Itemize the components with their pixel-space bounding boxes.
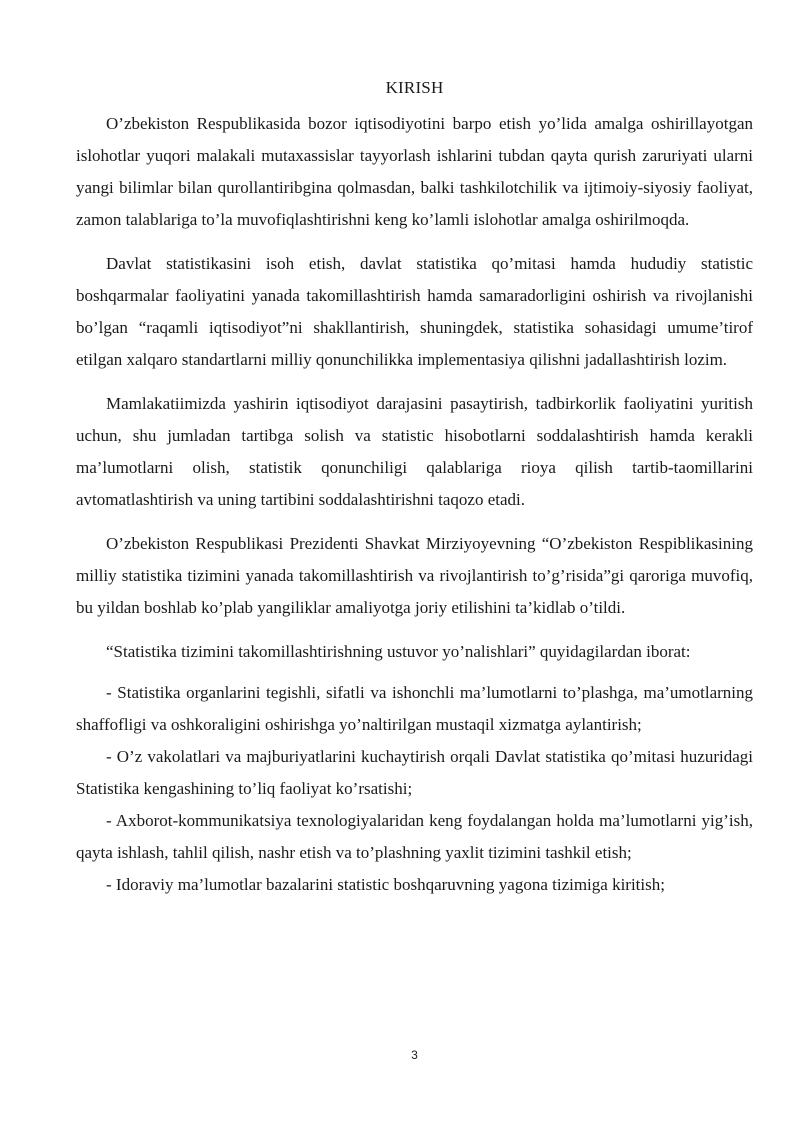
page-number: 3 — [411, 1048, 418, 1062]
paragraph-intro: O’zbekiston Respublikasida bozor iqtisodiyotini barpo etish yo’lida amalga oshirillayotgan islohotlar yuqori malakali mutaxassislar tayyorlash ishlarini tubdan qayta qurish zaruriyati ularni yangi bilimlar bilan qurollantiribgina qolmasdan, balki tashkilotchilik va ijtimoiy-siyosiy faoliyat, zamon talablariga to’la muvofiqlashtirishni keng ko’lamli islohotlar amalga oshirilmoqda. — [76, 114, 753, 229]
paragraph-state-statistics: Davlat statistikasini isoh etish, davlat statistika qo’mitasi hamda hududiy statistic boshqarmalar faoliyatini yanada takomillashtirish hamda samaradorligini oshirish va rivojlanishi bo’lgan “raqamli iqtisodiyot”ni shakllantirish, shuningdek, statistika sohasidagi umume’tirof etilgan xalqaro standartlarni milliy qonunchilikka implementasiya qilishni jadallashtirish lozim. — [76, 254, 753, 369]
list-item: - Idoraviy ma’lumotlar bazalarini statistic boshqaruvning yagona tizimiga kiritish; — [106, 875, 665, 894]
paragraph-presidential-decree: O’zbekiston Respublikasi Prezidenti Shavkat Mirziyoyevning “O’zbekiston Respiblikasining milliy statistika tizimini yanada takomillashtirish va rivojlantirish to’g’risida”gi qaroriga muvofiq, bu yildan boshlab ko’plab yangiliklar amaliyotga joriy etilishini ta’kidlab o’tildi. — [76, 534, 753, 617]
section-title: KIRISH — [385, 78, 444, 97]
paragraph-hidden-economy: Mamlakatiimizda yashirin iqtisodiyot darajasini pasaytirish, tadbirkorlik faoliyatini yuritish uchun, shu jumladan tartibga solish va statistic hisobotlarni soddalashtirish hamda kerakli ma’lumotlarni olish, statistik qonunchiligi qalablariga rioya qilish tartib-taomillarini avtomatlashtirish va uning tartibini soddalashtirishni taqozo etadi. — [76, 394, 753, 509]
document-body — [76, 108, 753, 901]
paragraph-priority-directions: “Statistika tizimini takomillashtirishning ustuvor yo’nalishlari” quyidagilardan iborat: — [106, 642, 691, 661]
list-item: - O’z vakolatlari va majburiyatlarini kuchaytirish orqali Davlat statistika qo’mitasi huzuridagi Statistika kengashining to’liq faoliyat ko’rsatishi; — [76, 747, 753, 798]
list-item: - Axborot-kommunikatsiya texnologiyalaridan keng foydalangan holda ma’lumotlarni yig’ish, qayta ishlash, tahlil qilish, nashr etish va to’plashning yaxlit tizimini tashkil etish; — [76, 811, 753, 862]
list-item: - Statistika organlarini tegishli, sifatli va ishonchli ma’lumotlarni to’plashga, ma’umotlarning shaffofligi va oshkoraligini oshirishga yo’naltirilgan mustaqil xizmatga aylantirish; — [76, 683, 753, 734]
document-page — [76, 0, 753, 1131]
